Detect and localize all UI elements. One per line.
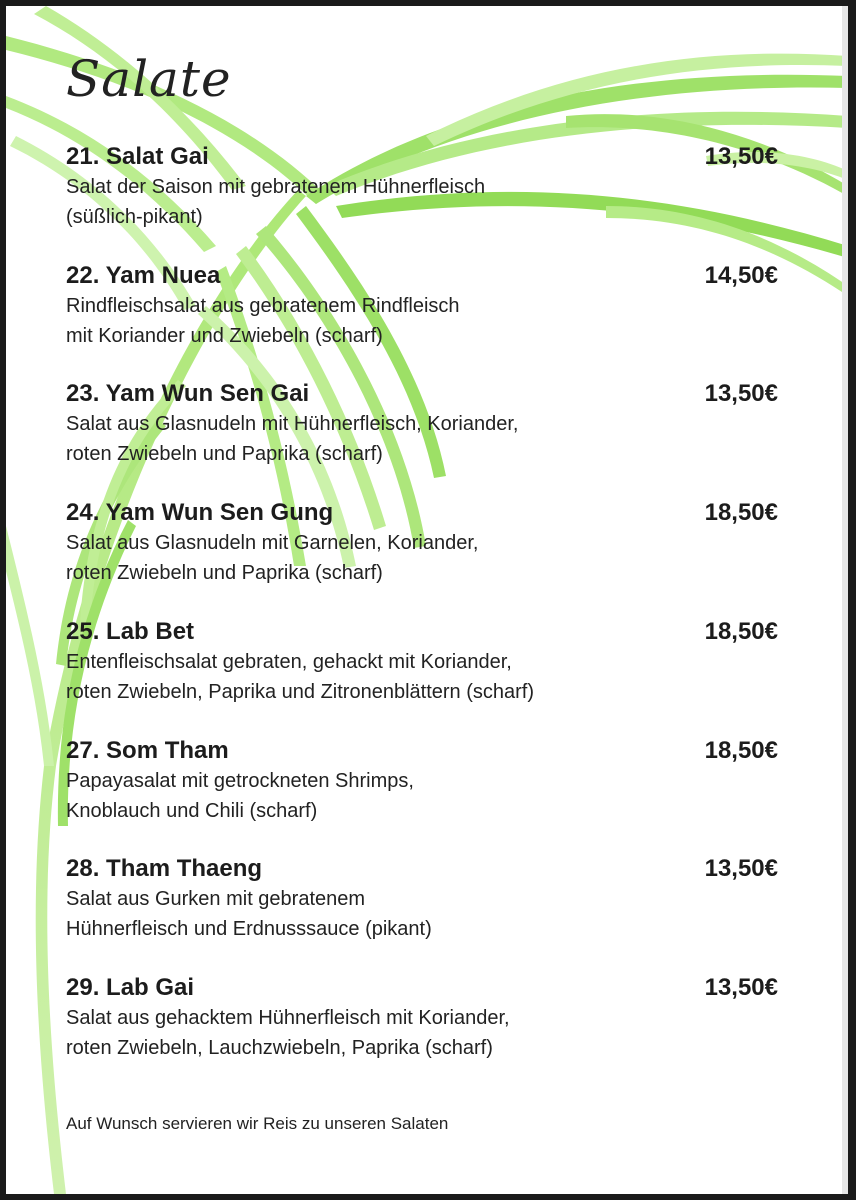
page-title: Salate bbox=[66, 50, 232, 108]
menu-item-name: 25. Lab Bet bbox=[66, 618, 195, 645]
menu-item-name: 21. Salat Gai bbox=[66, 143, 209, 170]
menu-item-price: 13,50€ bbox=[704, 143, 778, 170]
menu-item-name: 27. Som Tham bbox=[66, 737, 229, 764]
menu-item-description: Entenfleischsalat gebraten, gehackt mit Koriander, roten Zwiebeln, Paprika und Zitronenblättern (scharf) bbox=[66, 651, 535, 703]
menu-item-price: 18,50€ bbox=[704, 737, 778, 764]
menu-item bbox=[66, 142, 778, 232]
menu-item-price: 13,50€ bbox=[704, 380, 778, 407]
menu-item-description: Salat der Saison mit gebratenem Hühnerfleisch (süßlich-pikant) bbox=[66, 176, 486, 228]
menu-item bbox=[66, 498, 778, 588]
menu-item-name: 28. Tham Thaeng bbox=[66, 855, 263, 882]
menu-item-name: 29. Lab Gai bbox=[66, 974, 195, 1001]
menu-item-price: 13,50€ bbox=[704, 974, 778, 1001]
menu-item-description: Rindfleischsalat aus gebratenem Rindfleisch mit Koriander und Zwiebeln (scharf) bbox=[66, 295, 460, 347]
menu-item-description: Papayasalat mit getrockneten Shrimps, Knoblauch und Chili (scharf) bbox=[66, 770, 414, 822]
menu-item-price: 18,50€ bbox=[704, 618, 778, 645]
footnote: Auf Wunsch servieren wir Reis zu unseren Salaten bbox=[66, 1114, 449, 1133]
menu-item-description: Salat aus Glasnudeln mit Garnelen, Koriander, roten Zwiebeln und Paprika (scharf) bbox=[66, 532, 479, 584]
menu-item bbox=[66, 736, 778, 826]
menu-item bbox=[66, 617, 778, 707]
menu-item bbox=[66, 854, 778, 944]
menu-item bbox=[66, 379, 778, 469]
menu-item-description: Salat aus gehacktem Hühnerfleisch mit Koriander, roten Zwiebeln, Lauchzwiebeln, Paprika (scharf) bbox=[66, 1007, 510, 1059]
menu-item-name: 22. Yam Nuea bbox=[66, 262, 221, 289]
menu-item bbox=[66, 973, 778, 1063]
menu-item-description: Salat aus Gurken mit gebratenem Hühnerfleisch und Erdnusssauce (pikant) bbox=[66, 888, 432, 940]
menu-item-description: Salat aus Glasnudeln mit Hühnerfleisch, Koriander, roten Zwiebeln und Paprika (scharf) bbox=[66, 413, 519, 465]
menu-item-price: 14,50€ bbox=[704, 262, 778, 289]
menu-item-price: 13,50€ bbox=[704, 855, 778, 882]
menu-item-name: 23. Yam Wun Sen Gai bbox=[66, 380, 310, 407]
menu-item-name: 24. Yam Wun Sen Gung bbox=[66, 499, 334, 526]
menu-item-price: 18,50€ bbox=[704, 499, 778, 526]
menu-item bbox=[66, 261, 778, 351]
menu-page bbox=[6, 6, 848, 1194]
